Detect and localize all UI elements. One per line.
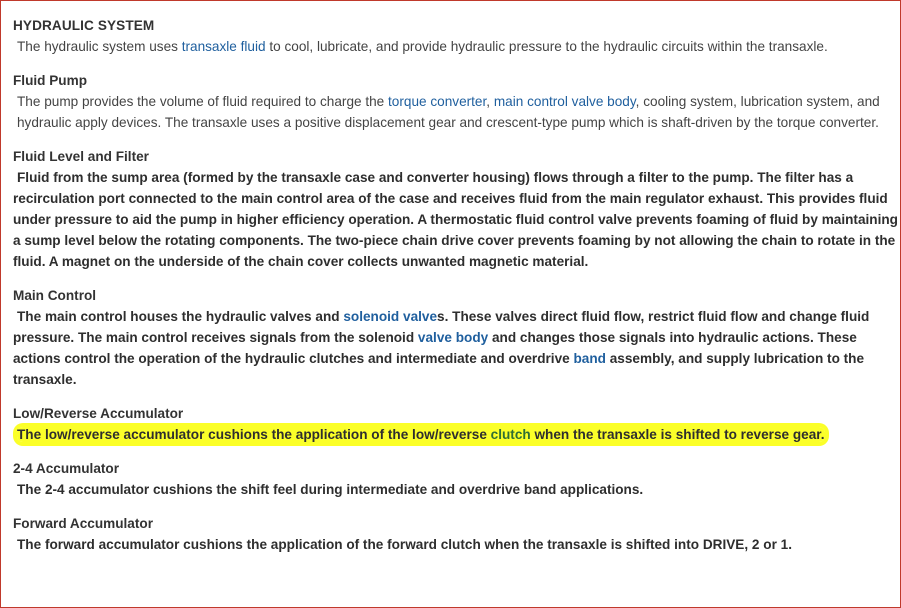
body-text: The pump provides the volume of fluid required to charge the xyxy=(17,94,389,109)
link-band[interactable]: band xyxy=(573,351,606,366)
link-valve-body[interactable]: valve body xyxy=(417,330,489,345)
body-text: The hydraulic system uses xyxy=(17,39,182,54)
link-main-control-valve-body[interactable]: main control valve body xyxy=(493,94,636,109)
body-text: assembly, and supply lubrication to the transaxle. xyxy=(13,351,865,387)
section-heading: 2-4 Accumulator xyxy=(13,461,120,476)
body-text: The forward accumulator cushions the application of the forward clutch when the transaxle is shifted into DRIVE, 2 or 1. xyxy=(17,537,792,552)
section-heading: Fluid Pump xyxy=(13,73,88,88)
article-content xyxy=(13,16,898,569)
section-body xyxy=(13,306,898,390)
body-text: , xyxy=(486,94,494,109)
section-fluid-level-filter xyxy=(13,147,898,272)
body-text: when the transaxle is shifted to reverse gear. xyxy=(530,427,825,442)
section-body xyxy=(13,167,898,272)
link-transaxle-fluid[interactable]: transaxle fluid xyxy=(181,39,266,54)
body-text: , cooling system, lubrication system, and hydraulic apply devices. The transaxle uses a positive displacement gear and crescent-type pump which is shaft-driven by the torque converter. xyxy=(17,94,880,130)
section-heading: Low/Reverse Accumulator xyxy=(13,406,184,421)
section-heading: HYDRAULIC SYSTEM xyxy=(13,18,155,33)
body-text: The 2-4 accumulator cushions the shift feel during intermediate and overdrive band applications. xyxy=(17,482,644,497)
body-text: s. These valves direct fluid flow, restrict fluid flow and change fluid pressure. The main control receives signals from the solenoid xyxy=(13,309,870,345)
link-clutch[interactable]: clutch xyxy=(490,427,531,442)
body-text: and changes those signals into hydraulic actions. These actions control the operation of the hydraulic clutches and intermediate and overdrive xyxy=(13,330,857,366)
highlighted-passage xyxy=(17,427,825,442)
section-heading: Main Control xyxy=(13,288,97,303)
section-low-reverse-accumulator xyxy=(13,404,898,445)
body-text: The main control houses the hydraulic valves and xyxy=(17,309,344,324)
section-body xyxy=(13,479,898,500)
section-hydraulic-system xyxy=(13,16,898,57)
body-text: Fluid from the sump area (formed by the transaxle case and converter housing) flows through a filter to the pump. The filter has a recirculation port connected to the main control area of the case and receives fluid from the main regulator exhaust. This provides fluid under pressure to aid the pump in higher efficiency operation. A thermostatic fluid control valve prevents foaming of fluid by maintaining a sump level below the rotating components. The two-piece chain drive cover prevents foaming by not allowing the chain to rotate in the fluid. A magnet on the underside of the chain cover collects unwanted magnetic material. xyxy=(13,170,898,269)
section-body xyxy=(13,91,898,133)
body-text: The low/reverse accumulator cushions the application of the low/reverse xyxy=(17,427,491,442)
section-body xyxy=(13,36,898,57)
section-fluid-pump xyxy=(13,71,898,133)
section-main-control xyxy=(13,286,898,390)
section-body xyxy=(13,534,898,555)
section-heading: Forward Accumulator xyxy=(13,516,153,531)
link-solenoid-valve[interactable]: solenoid valve xyxy=(343,309,438,324)
section-body xyxy=(13,424,898,445)
link-torque-converter[interactable]: torque converter xyxy=(388,94,487,109)
section-2-4-accumulator xyxy=(13,459,898,500)
section-heading: Fluid Level and Filter xyxy=(13,149,149,164)
body-text: to cool, lubricate, and provide hydraulic pressure to the hydraulic circuits within the transaxle. xyxy=(265,39,828,54)
section-forward-accumulator xyxy=(13,514,898,555)
